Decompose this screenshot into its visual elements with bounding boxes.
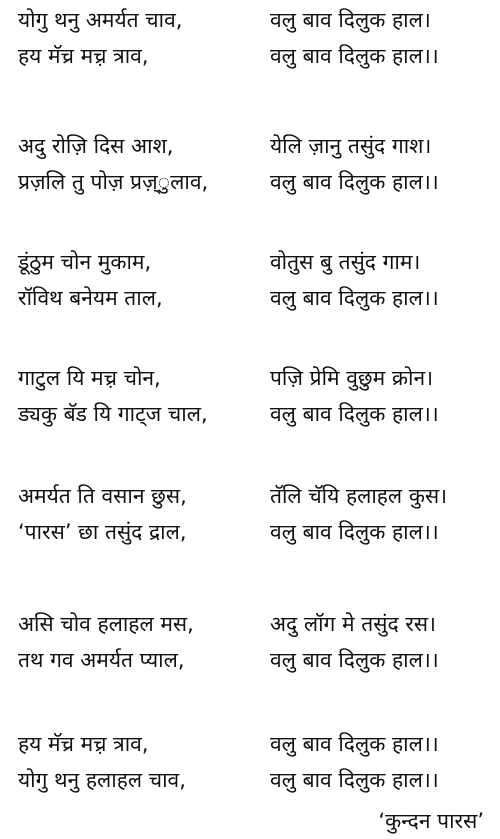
verse-refrain: वलु बाव दिलुक हाल।	[270, 8, 431, 32]
verse-refrain: वलु बाव दिलुक हाल।।	[270, 402, 439, 426]
verse-line	[0, 514, 500, 550]
verse-line	[0, 280, 500, 316]
verse-line	[0, 2, 500, 38]
verse-refrain: पज़ि प्रेमि वुछुम क्रोन।	[270, 366, 434, 390]
verse-line	[0, 244, 500, 280]
stanza-3	[0, 244, 500, 316]
stanza-4	[0, 360, 500, 432]
verse-line	[0, 396, 500, 432]
verse-first-half: ‘पारस’ छा तसुंद द्राल,	[18, 520, 187, 544]
verse-first-half: अदु रोज़ि दिस आश,	[18, 134, 174, 158]
verse-line	[0, 606, 500, 642]
verse-first-half: अमर्यत ति वसान छुस,	[18, 484, 187, 508]
verse-refrain: वलु बाव दिलुक हाल।।	[270, 44, 439, 68]
verse-line	[0, 726, 500, 762]
stanza-5	[0, 478, 500, 550]
verse-line	[0, 360, 500, 396]
verse-line	[0, 128, 500, 164]
verse-refrain: वोतुस बु तसुंद गाम।	[270, 250, 421, 274]
verse-line	[0, 38, 500, 74]
verse-first-half: योगु थनु अमर्यत चाव,	[18, 8, 183, 32]
verse-line	[0, 642, 500, 678]
verse-first-half: ड्यकु बॅड यि गाट्ज चाल,	[18, 402, 208, 426]
verse-refrain: वलु बाव दिलुक हाल।।	[270, 648, 439, 672]
verse-line	[0, 164, 500, 200]
verse-first-half: योगु थनु हलाहल चाव,	[18, 768, 186, 792]
verse-first-half: हय मॅच्र मच़्र त्राव,	[18, 732, 149, 756]
stanza-2	[0, 128, 500, 200]
verse-refrain: वलु बाव दिलुक हाल।।	[270, 732, 439, 756]
verse-first-half: तथ गव अमर्यत प्याल,	[18, 648, 185, 672]
verse-first-half: गाटुल यि मच़्र चोन,	[18, 366, 161, 390]
verse-refrain: वलु बाव दिलुक हाल।।	[270, 520, 439, 544]
verse-first-half: हय मॅच्र मच़्र त्राव,	[18, 44, 149, 68]
verse-refrain: येलि ज़ानु तसुंद गाश।	[270, 134, 432, 158]
verse-refrain: अदु लॉग मे तसुंद रस।	[270, 612, 437, 636]
stanza-7	[0, 726, 500, 798]
stanza-1	[0, 2, 500, 74]
verse-line	[0, 762, 500, 798]
verse-refrain: वलु बाव दिलुक हाल।।	[270, 768, 439, 792]
verse-refrain: वलु बाव दिलुक हाल।।	[270, 170, 439, 194]
verse-line	[0, 478, 500, 514]
verse-first-half: रॉविथ बनेयम ताल,	[18, 286, 163, 310]
verse-refrain: तॅलि चॅयि हलाहल कुस।	[270, 484, 448, 508]
verse-first-half: असि चोव हलाहल मस,	[18, 612, 194, 636]
verse-refrain: वलु बाव दिलुक हाल।।	[270, 286, 439, 310]
author-signature: ‘कुन्दन पारस’	[378, 809, 484, 833]
stanza-6	[0, 606, 500, 678]
verse-first-half: डूंठुम चोन मुकाम,	[18, 250, 152, 274]
verse-first-half: प्रज़लि तु पोज़ प्रज़्ुलाव,	[18, 170, 209, 194]
